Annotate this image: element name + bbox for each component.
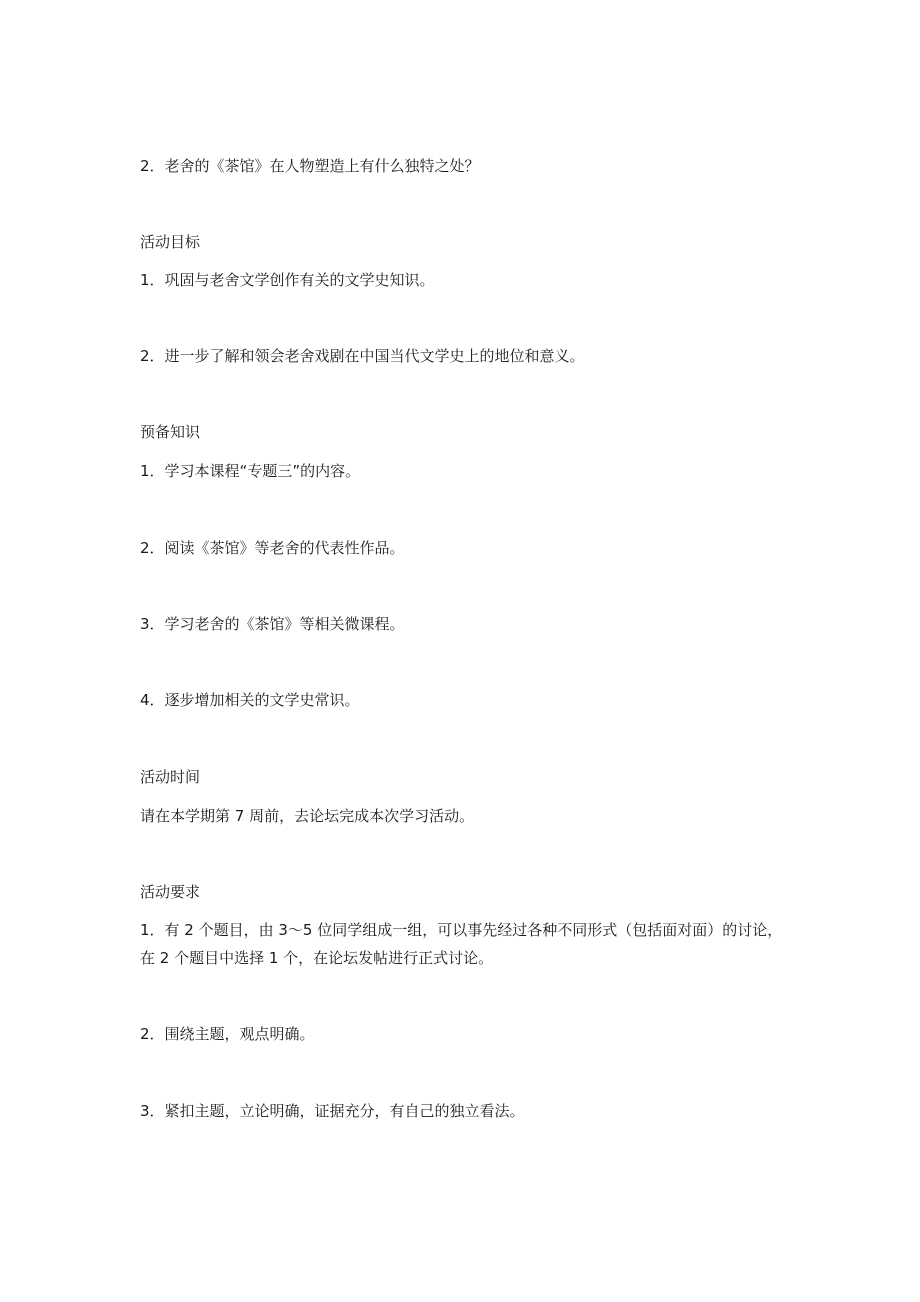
section-heading-requirements: 活动要求: [140, 883, 201, 901]
goal-item: 1．巩固与老舍文学创作有关的文学史知识。: [140, 271, 435, 289]
prereq-item: 2．阅读《茶馆》等老舍的代表性作品。: [140, 539, 405, 557]
requirement-item: 3．紧扣主题，立论明确，证据充分，有自己的独立看法。: [140, 1102, 525, 1120]
section-heading-time: 活动时间: [140, 768, 201, 786]
question-item: 2．老舍的《茶馆》在人物塑造上有什么独特之处？: [140, 157, 480, 175]
time-text: 请在本学期第 7 周前，去论坛完成本次学习活动。: [140, 807, 475, 825]
section-heading-goals: 活动目标: [140, 233, 201, 251]
prereq-item: 3．学习老舍的《茶馆》等相关微课程。: [140, 615, 405, 633]
prereq-item: 1．学习本课程“专题三”的内容。: [140, 462, 361, 480]
goal-item: 2．进一步了解和领会老舍戏剧在中国当代文学史上的地位和意义。: [140, 347, 585, 365]
requirement-item: 2．围绕主题，观点明确。: [140, 1025, 315, 1043]
prereq-item: 4．逐步增加相关的文学史常识。: [140, 691, 360, 709]
section-heading-prereq: 预备知识: [140, 423, 201, 441]
requirement-item: 1．有 2 个题目，由 3～5 位同学组成一组，可以事先经过各种不同形式（包括面对面）的讨论，在 2 个题目中选择 1 个，在论坛发帖进行正式讨论。: [140, 921, 783, 967]
